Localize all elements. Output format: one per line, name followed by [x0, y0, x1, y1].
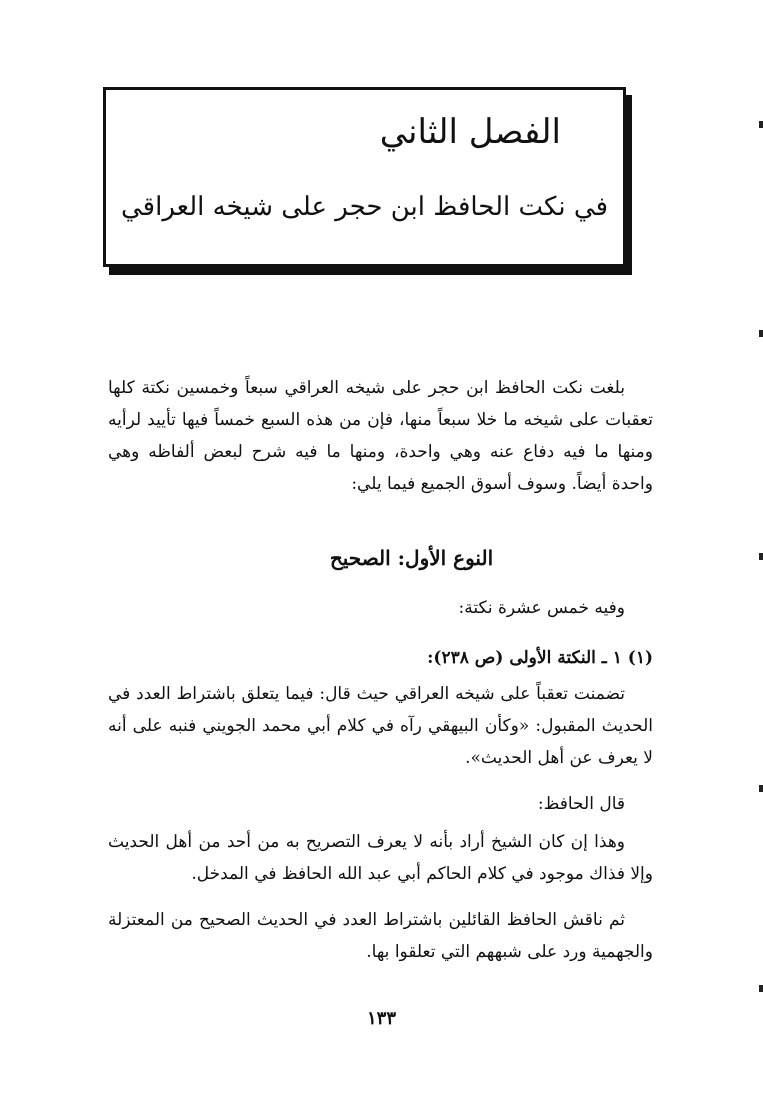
chapter-title-box: [103, 87, 626, 267]
note-paragraph-2: وهذا إن كان الشيخ أراد بأنه لا يعرف التصريح به من أحد من أهل الحديث وإلا فذاك موجود في كلام الحاكم أبي عبد الله الحافظ في المدخل.: [108, 832, 653, 884]
said-label: قال الحافظ:: [537, 794, 625, 814]
edge-mark: [759, 553, 763, 560]
note-count: وفيه خمس عشرة نكتة:: [458, 598, 625, 618]
section-heading: النوع الأول: الصحيح: [329, 546, 494, 570]
note-heading: (١) ١ ـ النكتة الأولى (ص ٢٣٨):: [427, 648, 653, 668]
edge-mark: [759, 785, 763, 792]
note-paragraph-3: ثم ناقش الحافظ القائلين باشتراط العدد في الحديث الصحيح من المعتزلة والجهمية ورد على شبههم التي تعلقوا بها.: [108, 910, 653, 962]
page-number: ١٣٣: [366, 1008, 396, 1029]
note-paragraph-1: تضمنت تعقباً على شيخه العراقي حيث قال: فيما يتعلق باشتراط العدد في الحديث المقبول: «وكأن البيهقي رآه في كلام أبي محمد الجويني فنبه على أنه لا يعرف عن أهل الحديث».: [108, 684, 653, 768]
edge-mark: [759, 985, 763, 992]
edge-mark: [759, 121, 763, 128]
chapter-title: الفصل الثاني: [379, 112, 561, 152]
edge-mark: [759, 330, 763, 337]
chapter-subtitle: في نكت الحافظ ابن حجر على شيخه العراقي: [121, 192, 608, 222]
intro-paragraph: بلغت نكت الحافظ ابن حجر على شيخه العراقي سبعاً وخمسين نكتة كلها تعقبات على شيخه ما خلا سبعاً منها، فإن من هذه السبع خمساً فيها تأييد لرأيه ومنها ما فيه دفاع عنه وهي واحدة، ومنها ما فيه شرح لبعض ألفاظه وهي واحدة أيضاً. وسوف أسوق الجميع فيما يلي:: [108, 378, 653, 494]
